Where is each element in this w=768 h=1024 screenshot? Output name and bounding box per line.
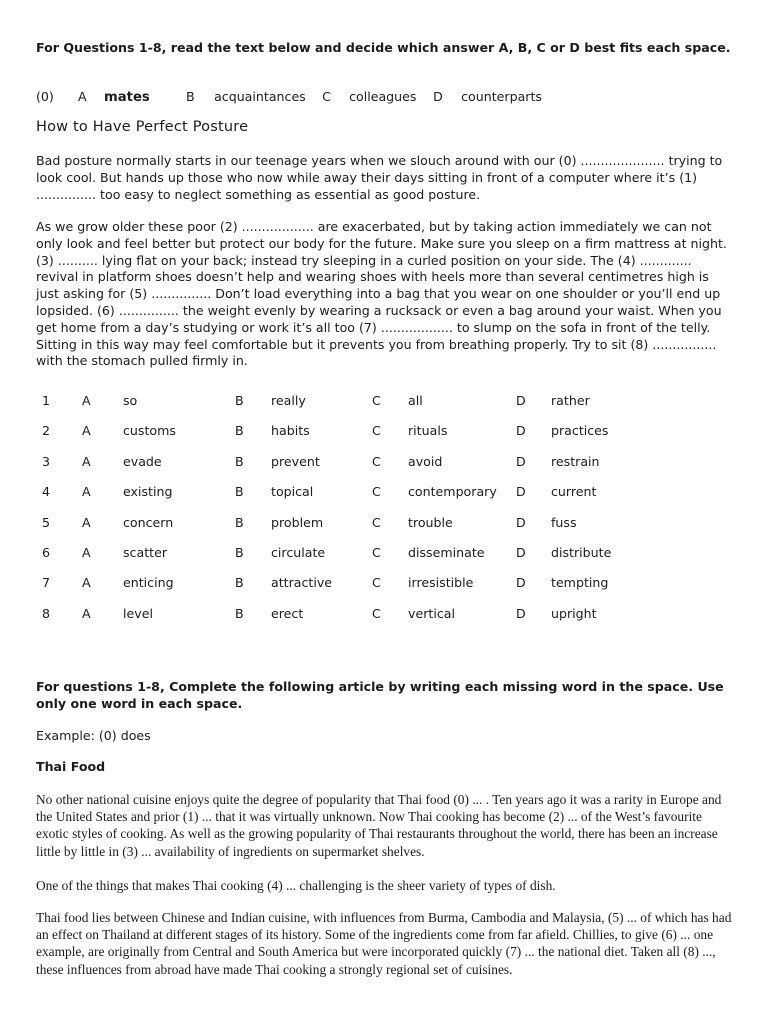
option-letter-c: C bbox=[372, 605, 381, 621]
option-letter-d: D bbox=[516, 605, 526, 621]
option-letter-a: A bbox=[82, 423, 91, 439]
option-letter-b: B bbox=[235, 514, 244, 530]
option-letter-b: B bbox=[235, 423, 244, 439]
example-answer-b: acquaintances bbox=[214, 89, 306, 104]
question-row bbox=[36, 454, 734, 472]
option-letter-c: C bbox=[372, 545, 381, 560]
option-letter-c: C bbox=[372, 393, 381, 408]
question-number: 5 bbox=[42, 514, 51, 530]
option-c: vertical bbox=[408, 605, 455, 621]
section2-instructions: For questions 1-8, Complete the following article by writing each missing word in the space. Use only one word in each space. bbox=[36, 679, 724, 711]
option-c: avoid bbox=[408, 453, 443, 469]
option-c: contemporary bbox=[408, 484, 497, 500]
option-a: scatter bbox=[123, 545, 168, 560]
question-number: 3 bbox=[42, 453, 51, 469]
option-a: so bbox=[123, 393, 138, 408]
question-number: 4 bbox=[42, 484, 51, 500]
option-d: rather bbox=[551, 393, 590, 408]
question-row bbox=[36, 393, 734, 411]
option-d: tempting bbox=[551, 575, 609, 591]
option-d: upright bbox=[551, 605, 597, 621]
section2-example: Example: (0) does bbox=[36, 728, 151, 743]
option-b: problem bbox=[271, 514, 324, 530]
option-d: restrain bbox=[551, 453, 600, 469]
option-letter-a: A bbox=[82, 484, 91, 500]
option-d: current bbox=[551, 484, 597, 500]
option-b: prevent bbox=[271, 453, 320, 469]
thai-paragraph-1: No other national cuisine enjoys quite the degree of popularity that Thai food (0) ... . Ten years ago it was a rarity in Europe and the United States and prior (1) ... that it was virtually unknown. Now Thai cooking has become (2) ... of the West’s favourite exotic styles of cooking. As well as the growing popularity of Thai restaurants throughout the world, there has been an increase little by little in (3) ... availability of ingredients on supermarket shelves. bbox=[36, 792, 722, 859]
option-b: erect bbox=[271, 605, 304, 621]
option-c: all bbox=[408, 393, 423, 408]
option-letter-a: A bbox=[82, 575, 91, 591]
posture-paragraph-2: As we grow older these poor (2) .................. are exacerbated, but by taking action immediately we can not only look and feel better but protect our body for the future. Make sure you sleep on a firm mattress at night. (3) .......... lying flat on your back; instead try sleeping in a curled position on your side. The (4) ............. revival in platform shoes doesn’t help and wearing shoes with heels more than several centimetres high is just asking for (5) ............... Don’t load everything into a bag that you wear on one shoulder or you’ll end up lopsided. (6) ............... the weight evenly by wearing a rucksack or even a bag around your waist. When you get home from a day’s studying or work it’s all too (7) .................. to slump on the sofa in front of the telly. Sitting in this way may feel comfortable but it prevents you from breathing properly. Try to sit (8) ................ with the stomach pulled firmly in. bbox=[36, 219, 727, 369]
option-letter-c: C bbox=[372, 575, 381, 591]
option-letter-d: D bbox=[516, 575, 526, 591]
article-title-posture: How to Have Perfect Posture bbox=[36, 119, 249, 135]
option-c: trouble bbox=[408, 514, 453, 530]
example-answer-c: colleagues bbox=[349, 89, 417, 104]
example-letter-c: C bbox=[322, 89, 331, 104]
option-letter-c: C bbox=[372, 423, 381, 439]
option-d: practices bbox=[551, 423, 609, 439]
example-letter-b: B bbox=[186, 89, 195, 104]
option-letter-c: C bbox=[372, 514, 381, 530]
option-letter-c: C bbox=[372, 453, 381, 469]
option-b: circulate bbox=[271, 545, 326, 560]
option-letter-d: D bbox=[516, 423, 526, 439]
option-b: really bbox=[271, 393, 306, 408]
example-number: (0) bbox=[36, 89, 54, 104]
option-a: evade bbox=[123, 453, 162, 469]
question-number: 7 bbox=[42, 575, 51, 591]
question-row bbox=[36, 545, 734, 563]
option-letter-c: C bbox=[372, 484, 381, 500]
option-letter-d: D bbox=[516, 484, 526, 500]
option-letter-d: D bbox=[516, 453, 526, 469]
example-answer-a: mates bbox=[104, 90, 150, 105]
question-row bbox=[36, 484, 734, 502]
example-letter-a: A bbox=[78, 89, 87, 104]
option-a: level bbox=[123, 605, 153, 621]
option-a: existing bbox=[123, 484, 173, 500]
question-number: 6 bbox=[42, 545, 51, 560]
option-letter-b: B bbox=[235, 453, 244, 469]
option-letter-b: B bbox=[235, 605, 244, 621]
thai-paragraph-3: Thai food lies between Chinese and Indian cuisine, with influences from Burma, Cambodia and Malaysia, (5) ... of which has had an effect on Thailand at different stages of its history. Some of the ingredients come from far afield. Chillies, to give (6) ... one example, are originally from Central and South America but were incorporated quickly (7) ... the national diet. Taken all (8) ..., these influences from abroad have made Thai cooking a strongly regional set of cuisines. bbox=[36, 910, 732, 977]
question-row bbox=[36, 606, 734, 624]
article-title-thai-food: Thai Food bbox=[36, 759, 106, 774]
option-a: customs bbox=[123, 423, 176, 439]
option-letter-a: A bbox=[82, 393, 91, 408]
thai-paragraph-2: One of the things that makes Thai cooking (4) ... challenging is the sheer variety of types of dish. bbox=[36, 878, 556, 893]
option-letter-a: A bbox=[82, 545, 91, 560]
question-row bbox=[36, 423, 734, 441]
option-d: fuss bbox=[551, 514, 577, 530]
question-row bbox=[36, 575, 734, 593]
option-a: enticing bbox=[123, 575, 174, 591]
question-number: 2 bbox=[42, 423, 51, 439]
option-letter-d: D bbox=[516, 393, 526, 408]
option-letter-b: B bbox=[235, 484, 244, 500]
option-letter-b: B bbox=[235, 393, 244, 408]
option-b: topical bbox=[271, 484, 314, 500]
example-letter-d: D bbox=[433, 89, 443, 104]
posture-paragraph-1: Bad posture normally starts in our teenage years when we slouch around with our (0) ..................... trying to look cool. But hands up those who now while away their days sitting in front of a computer where it’s (1) ............... too easy to neglect something as essential as good posture. bbox=[36, 153, 723, 202]
option-letter-a: A bbox=[82, 514, 91, 530]
question-row bbox=[36, 515, 734, 533]
option-letter-d: D bbox=[516, 514, 526, 530]
option-a: concern bbox=[123, 514, 174, 530]
section1-instructions: For Questions 1-8, read the text below and decide which answer A, B, C or D best fits each space. bbox=[36, 40, 731, 55]
option-d: distribute bbox=[551, 545, 612, 560]
option-c: irresistible bbox=[408, 575, 474, 591]
question-number: 8 bbox=[42, 605, 51, 621]
option-c: disseminate bbox=[408, 545, 485, 560]
option-b: habits bbox=[271, 423, 310, 439]
example-row bbox=[36, 89, 542, 107]
option-letter-b: B bbox=[235, 545, 244, 560]
question-number: 1 bbox=[42, 393, 51, 408]
option-b: attractive bbox=[271, 575, 333, 591]
option-letter-b: B bbox=[235, 575, 244, 591]
option-letter-a: A bbox=[82, 453, 91, 469]
option-letter-d: D bbox=[516, 545, 526, 560]
option-c: rituals bbox=[408, 423, 448, 439]
example-answer-d: counterparts bbox=[461, 89, 542, 104]
option-letter-a: A bbox=[82, 605, 91, 621]
